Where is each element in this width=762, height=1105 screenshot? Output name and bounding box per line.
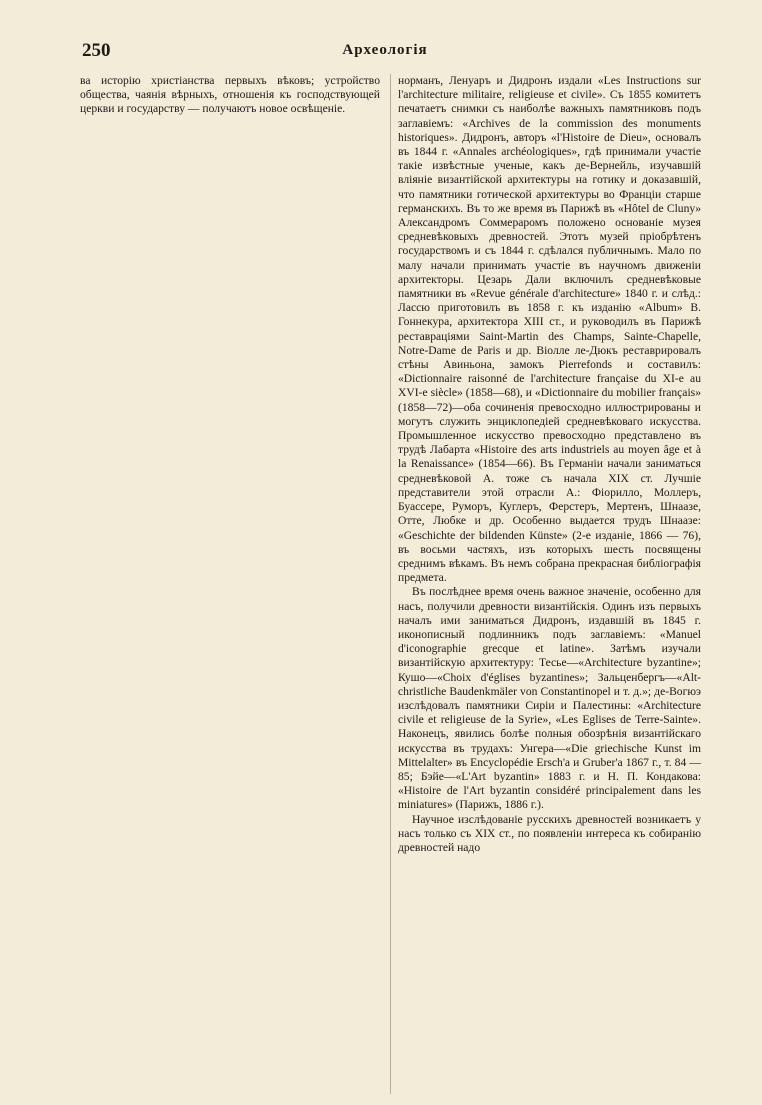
paragraph: ва исторію христіанства первыхъ вѣковъ; устройство общества, чаянія вѣрныхъ, отношенія къ господствующей церкви и государству — получаютъ новое освѣщеніе. <box>80 74 380 116</box>
paragraph: Научное изслѣдованіе русскихъ древностей возникаетъ у насъ только съ XIX ст., по появленіи интереса къ собиранію древностей надо <box>398 812 701 854</box>
paragraph: норманъ, Ленуаръ и Дидронъ издали «Les Instructions sur l'architecture militaire, religieuse et civile». Съ 1855 комитетъ печатаетъ снимки съ наиболѣе важныхъ памятниковъ подъ заглавіемъ: «Archives de la commission des monuments historiques». Дидронъ, авторъ «l'Histoire de Dieu», основалъ въ 1844 г. «Annales archéologiques», гдѣ принимали участіе такіе извѣстные ученые, какъ де-Вернейль, изучавшій вліяніе византійской архитектуры на готику и доказавшій, что памятники готической архитектуры во Франціи старше германскихъ. Въ то же время въ Парижѣ въ «Hôtel de Cluny» Александромъ Соммераромъ положено основаніе музея средневѣковыхъ древностей. Этотъ музей пріобрѣтенъ государствомъ и съ 1844 г. сдѣлался публичнымъ. Мало по малу начали принимать участіе въ научномъ движеніи архитекторы. Цезарь Дали включилъ средневѣковые памятники въ «Revue générale d'architecture» 1840 г. и слѣд.: Лассю приготовилъ въ 1858 г. къ изданію «Album» В. Гоннекура, архитектора XIII ст., и руководилъ въ Парижѣ реставраціями Saint-Martin des Champs, Sainte-Chapelle, Notre-Dame de Paris и др. Віолле ле-Дюкъ реставрировалъ стѣны Авиньона, замокъ Pierrefonds и составилъ: «Dictionnaire raisonné de l'architecture française du XI-e au XVI-e siècle» (1858—68), и «Dictionnaire du mobilier français» (1858—72)—оба сочиненія превосходно иллюстрированы и могутъ служить энциклопедіей средневѣковаго искусства. Промышленное искусство превосходно представлено въ трудѣ Лабарта «Histoire des arts industriels au moyen âge et à la Renaissance» (1854—66). Въ Германіи начали заниматься средневѣковой А. тоже съ начала XIX ст. Лучшіе представители этой отрасли А.: Фіорилло, Моллеръ, Буассере, Руморъ, Куглеръ, Ферстеръ, Мертенъ, Шнаазе, Отте, Любке и др. Особенно выдается трудъ Шнаазе: «Geschichte der bildenden Künste» (2-е изданіе, 1866 — 76), въ восьми частяхъ, изъ которыхъ шесть посвящены среднимъ вѣкамъ. Въ немъ собрана прекрасная библіографія предмета. <box>398 74 701 585</box>
column-divider <box>390 74 391 1094</box>
paragraph: Въ послѣднее время очень важное значеніе, особенно для насъ, получили древности византійскія. Одинъ изъ первыхъ началъ ими заниматься Дидронъ, издавшій въ 1845 г. иконописный подлинникъ подъ заглавіемъ: «Manuel d'iconographie grecque et latine». Затѣмъ изучали византійскую архитектуру: Тесье—«Architecture byzantine»; Кушо—«Choix d'églises byzantines»; Зальценбергъ—«Alt-christliche Baudenkmäler von Constantinopel и т. д.»; де-Вогюэ изслѣдовалъ памятники Сиріи и Палестины: «Architecture civile et religieuse de la Syrie», «Les Eglises de Terre-Sainte». Наконецъ, явились болѣе полныя обозрѣнія византійскаго искусства въ трудахъ: Унгера—«Die griechische Kunst im Mittelalter» въ Encyclopédie Ersch'a и Gruber'a 1867 г., т. 84 — 85; Бэйе—«L'Art byzantin» 1883 г. и Н. П. Кондакова: «Histoire de l'Art byzantin considéré principalement dans les miniatures» (Парижъ, 1886 г.). <box>398 585 701 812</box>
page-header <box>82 40 688 66</box>
running-title: Археологія <box>342 42 428 58</box>
left-column <box>80 74 380 117</box>
right-column <box>398 74 701 855</box>
page-number: 250 <box>82 40 111 61</box>
